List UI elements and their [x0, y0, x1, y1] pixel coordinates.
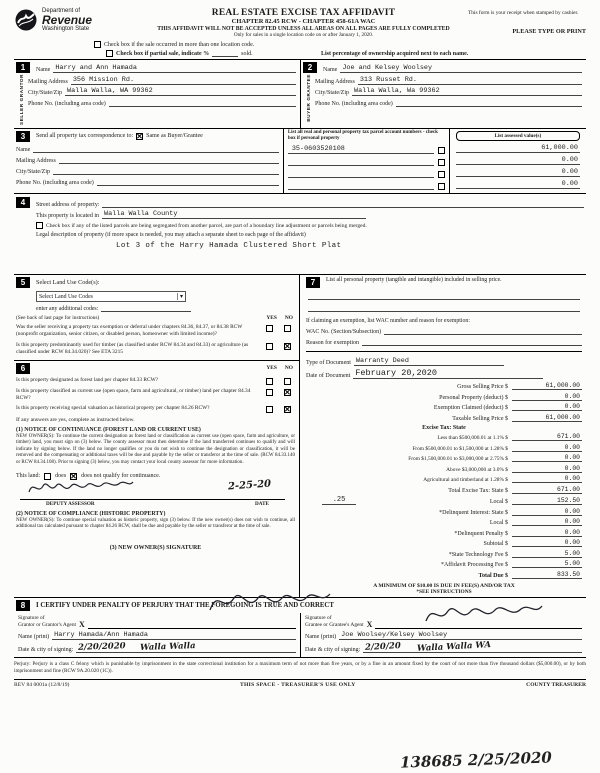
percent-field[interactable]: [212, 50, 238, 57]
notice2-title: (2) NOTICE OF COMPLIANCE (HISTORIC PROPERTY): [16, 510, 166, 517]
chevron-down-icon: ▾: [177, 293, 183, 300]
deputy-assessor-signature: [26, 476, 136, 498]
s5-q1-no-checkbox[interactable]: [284, 325, 291, 332]
yes-header: YES: [266, 315, 277, 322]
assessed-value-field[interactable]: 0.00: [456, 180, 580, 189]
treasurer-space-label: THIS SPACE - TREASURER'S USE ONLY: [239, 682, 356, 688]
tax-amount-field[interactable]: 0.00: [512, 403, 582, 411]
corr-city-field[interactable]: [53, 166, 279, 175]
tax-amount-field[interactable]: 152.50: [512, 497, 582, 505]
buyer-city-label: City/State/Zip: [315, 90, 349, 96]
same-as-buyer-checkbox[interactable]: [136, 133, 143, 140]
seller-name-field[interactable]: [53, 64, 296, 73]
agency-name: [42, 8, 92, 32]
tax-computation: Gross Selling Price $ 61,000.00 Personal Property (deduct) $ 0.00 Exemption Claimed (deduct) $ 0.00 Taxable Selling Price $ 61,000.00 Excise Tax: State Less than $500,000.01 at 1.1% $ 671.00 From $500,000.01 to $1,500,000 at 1.28% $ 0.00 From $1,500,000.01 to $3,000,000 at 2.75% $ 0.00 Above $3,000,000 at 3.0% $ 0.00 Agricultural and timberland at 1.28% $ 0.00 Total Excise Tax: State $ 671.00 .25 Local $ 152.50 *Delinquent Interest: State $ 0.00 Local $ 0.00 *Delinquent Penalty $ 0.00 Subtotal $ 0.00 *State Technology Fee $ 5.00 *Affidavit Processing Fee $ 5.00 Total Due $ 833.50: [306, 382, 582, 579]
dept-of-label: Department of: [42, 8, 81, 14]
send-correspondence-label: Send all property tax correspondence to:: [36, 133, 134, 140]
see-back-note: (See back of last page for instructions): [16, 315, 100, 322]
dor-logo-block: [14, 8, 139, 32]
section-1-number: 1: [16, 62, 30, 73]
doc-date-value: February 20,2020: [355, 368, 437, 379]
tax-amount-field[interactable]: 5.00: [512, 560, 582, 568]
legal-description-label: Legal description of property (if more space is needed, you may attach a separate sheet to each page of the affidavit): [36, 232, 306, 239]
personal-property-label: List all personal property (tangible and intangible) included in selling price.: [326, 277, 502, 284]
grantor-city-value: Walla Walla: [139, 641, 196, 653]
county-field[interactable]: [102, 210, 366, 219]
section-4-number: 4: [16, 197, 30, 208]
grantee-name-print-label: Name (print): [305, 633, 337, 640]
buyer-name-value: Joe and Kelsey Woolsey: [342, 64, 433, 72]
seller-city-field[interactable]: Walla Walla, WA 99362: [65, 87, 296, 96]
grantor-name-print-label: Name (print): [18, 633, 50, 640]
seller-city-label: City/State/Zip: [28, 90, 62, 96]
corr-mailing-label: Mailing Address: [16, 157, 56, 164]
grantee-date-city-label: Date & city of signing:: [305, 646, 361, 653]
s6-q2-text: Is this property classified as current use (open space, farm and agricultural, or timber) land per chapter 84.34 RCW?: [16, 387, 251, 401]
seller-mailing-label: Mailing Address: [28, 79, 68, 85]
assessed-value-field[interactable]: 0.00: [456, 156, 580, 165]
buyer-mailing-field[interactable]: 313 Russet Rd.: [358, 76, 582, 85]
corr-city-label: City/State/Zip: [16, 168, 50, 175]
doc-type-label: Type of Document: [306, 360, 351, 367]
assessed-value-field[interactable]: 61,000.00: [456, 144, 580, 153]
grantee-x-mark: X: [366, 619, 373, 629]
grantor-sig-label: Signature of Grantor or Grantor's Agent: [18, 615, 77, 629]
s6-q1-no-checkbox[interactable]: [284, 378, 291, 385]
tax-amount-field[interactable]: 61,000.00: [512, 382, 582, 390]
buyer-phone-field[interactable]: [396, 98, 582, 107]
tax-amount-field[interactable]: 61,000.00: [512, 414, 582, 422]
washington-state-label: Washington State: [42, 26, 90, 32]
section-3-number: 3: [16, 131, 30, 142]
land-use-select[interactable]: [36, 291, 186, 302]
sold-label: sold.: [241, 50, 253, 57]
buyer-phone-label: Phone No. (including area code): [315, 101, 393, 107]
segregated-checkbox[interactable]: [36, 222, 43, 229]
no-header: NO: [284, 365, 293, 372]
s6-q1-yes-checkbox[interactable]: [266, 378, 273, 385]
header: [14, 8, 586, 38]
deputy-assessor-signature-line[interactable]: [20, 478, 285, 500]
tax-amount-field[interactable]: 671.00: [512, 486, 582, 494]
located-in-label: This property is located in: [36, 213, 99, 220]
ownership-note: List percentage of ownership acquired next to each name.: [321, 51, 469, 57]
notice1-title: (1) NOTICE OF CONTINUANCE (FOREST LAND OR CURRENT USE): [16, 426, 201, 433]
chapter-line: CHAPTER 82.45 RCW - CHAPTER 458-61A WAC: [231, 18, 376, 25]
corr-phone-label: Phone No. (including area code): [16, 179, 94, 186]
title-block: [139, 8, 468, 38]
reason-field[interactable]: [362, 337, 582, 346]
question-row: [16, 405, 295, 413]
grantor-name-value: Harry Hamada/Ann Hamada: [54, 630, 148, 639]
parcel-row: [288, 145, 445, 154]
seller-name-label: Name: [36, 67, 51, 73]
rev-form-code: REV 84 0001a (12/8/19): [14, 682, 70, 688]
form-title: REAL ESTATE EXCISE TAX AFFIDAVIT: [211, 8, 396, 18]
receipt-note: This form is your receipt when stamped by cashier.: [468, 10, 579, 16]
s5-q2-yes-checkbox[interactable]: [266, 343, 273, 350]
grantee-sig-label: Signature of Grantee or Grantee's Agent: [305, 615, 364, 629]
grantor-signature-field[interactable]: [88, 615, 296, 629]
notice2-body: NEW OWNER(S): To continue special valuation as historic property, sign (3) below. If the new owner(s) does not wish to continue, all additional tax calculated pursuant to chapter 84.26 RCW, shall be due and payable by the seller or transferor at the time of sale.: [16, 517, 295, 530]
s6-q3-text: Is this property receiving special valuation as historical property per chapter 84.26 RCW?: [16, 404, 210, 411]
grantee-name-field[interactable]: [339, 631, 582, 640]
doc-type-value: Warranty Deed: [355, 357, 409, 366]
assessed-value-field[interactable]: 0.00: [456, 168, 580, 177]
grantee-date-city-field[interactable]: [363, 642, 582, 653]
section-8-number: 8: [16, 600, 30, 611]
assessed-values-header: List assessed value(s): [456, 131, 580, 141]
does-label: does: [55, 473, 67, 480]
personal-property-checkbox-3[interactable]: [438, 171, 445, 178]
tax-amount-field[interactable]: 0.00: [512, 518, 582, 526]
grantee-city-value: Walla Walla WA: [416, 640, 492, 654]
grantor-signing-block: [14, 613, 300, 657]
section-3: [14, 129, 586, 195]
left-column: [14, 275, 300, 597]
corr-mailing-field[interactable]: [59, 155, 279, 164]
reason-label: Reason for exemption: [306, 340, 359, 347]
grantor-date-value: 2/20/2020: [78, 641, 127, 653]
s5-q2-text: Is this property predominantly used for timber (as classified under RCW 84.34 and 84.33) or agriculture (as classified under RCW 84.34.020)? See ETA 3215: [16, 341, 249, 355]
this-land-label: This land:: [16, 473, 41, 480]
partial-sale-row: [14, 50, 586, 60]
new-owner-signature-label[interactable]: (3) NEW OWNER(S) SIGNATURE: [109, 544, 202, 551]
partial-sale-label: Check box if partial sale, indicate %: [116, 50, 210, 57]
warning-line: THIS AFFIDAVIT WILL NOT BE ACCEPTED UNLESS ALL AREAS ON ALL PAGES ARE FULLY COMPLETED: [157, 26, 450, 32]
local-rate-value[interactable]: .25: [322, 496, 356, 505]
s6-q3-no-checkbox[interactable]: [284, 406, 291, 413]
parcel-number-field[interactable]: [288, 181, 434, 190]
grantee-signature-field[interactable]: [375, 615, 582, 629]
yes-header: YES: [266, 365, 277, 372]
footer-row: [14, 679, 586, 688]
street-address-field[interactable]: [102, 199, 584, 208]
tax-amount-field[interactable]: 0.00: [512, 539, 582, 547]
tax-amount-field[interactable]: 0.00: [512, 444, 582, 452]
wac-field[interactable]: [384, 326, 582, 335]
question-row: [16, 324, 295, 338]
perjury-statement: Perjury: Perjury is a class C felony which is punishable by imprisonment in the state correctional institution for a maximum term of not more than five years, or by a fine in an amount fixed by the court of not more than five thousand dollars ($5,000.00), or by both imprisonment and fine (RCW 9A.20.020 (1C)).: [14, 660, 586, 674]
treasurer-stamp-handwriting: 138685 2/25/2020: [399, 748, 553, 772]
total-due-field[interactable]: 833.50: [512, 571, 582, 579]
deputy-date-value: 2-25-20: [227, 478, 272, 493]
buyer-grantee-side-label: BUYER GRANTEE: [305, 74, 311, 122]
question-row: [16, 388, 295, 402]
question-row: [16, 377, 295, 385]
multi-location-row: [94, 41, 586, 48]
section-5-number: 5: [16, 277, 30, 288]
parcel-row: [288, 169, 445, 178]
section-6-number: 6: [16, 363, 30, 374]
grantor-name-field[interactable]: [52, 631, 296, 640]
street-address-label: Street address of property:: [36, 202, 100, 209]
tax-amount-field[interactable]: 5.00: [512, 550, 582, 558]
parcel-number-field[interactable]: [288, 157, 434, 166]
corr-name-label: Name: [16, 146, 31, 153]
section-8: [14, 598, 586, 658]
doc-type-field[interactable]: [354, 357, 504, 366]
corr-phone-field[interactable]: [97, 177, 279, 186]
section-6: [14, 360, 299, 555]
land-use-select-value: Select Land Use Codes: [39, 293, 93, 300]
section-2-number: 2: [303, 62, 317, 73]
please-type-label: PLEASE TYPE OR PRINT: [512, 28, 586, 35]
buyer-city-field[interactable]: Walla Walla, Wa 99362: [352, 87, 582, 96]
additional-codes-field[interactable]: [101, 305, 191, 312]
tax-amount-field[interactable]: 0.00: [512, 465, 582, 473]
buyer-name-field[interactable]: [340, 64, 582, 73]
s6-q1-text: Is this property designated as forest land per chapter 84.33 RCW?: [16, 376, 159, 383]
seller-mailing-field[interactable]: 356 Mission Rd.: [71, 76, 296, 85]
s6-q3-yes-checkbox[interactable]: [266, 406, 273, 413]
only-note: Only for sales in a single location code on or after January 1, 2020.: [233, 32, 374, 38]
section-2-buyer: [300, 60, 586, 128]
doc-date-field[interactable]: [353, 368, 543, 379]
receipt-note-block: [468, 8, 586, 35]
buyer-name-label: Name: [323, 67, 338, 73]
land-use-label: Select Land Use Code(s):: [36, 279, 100, 287]
seller-phone-field[interactable]: [109, 98, 296, 107]
grantee-signing-block: [300, 613, 586, 657]
county-treasurer-label: COUNTY TREASURER: [526, 682, 586, 688]
tax-amount-field[interactable]: 671.00: [512, 433, 582, 441]
s5-q1-text: Was the seller receiving a property tax exemption or deferral under chapters 84.36, 84.37, or 84.38 RCW (nonprofit organization, senior citizen, or disabled person, homeowner with limited income)?: [16, 324, 243, 338]
buyer-mailing-label: Mailing Address: [315, 79, 355, 85]
tax-amount-field[interactable]: 0.00: [512, 475, 582, 483]
excise-tax-state-header: Excise Tax: State: [422, 424, 466, 431]
s6-q2-yes-checkbox[interactable]: [266, 389, 273, 396]
section-4: [14, 194, 586, 275]
notice1-body: NEW OWNER(S): To continue the current designation as forest land or classification as current use (open space, farm and agriculture, or timber) land, you must sign on (3) below. The county assessor must then determine if the land transferred continues to qualify and will indicate by signing below. If the land no longer qualifies or you do not wish to continue the designation or classification, it will be removed and the compensating or additional taxes will be due and payable by the seller or transferor at the time of sale. (RCW 84.33.140 or RCW 84.34.108). Prior to signing (3) below, you may contact your local county assessor for more information.: [16, 433, 295, 465]
if-yes-instruction: If any answers are yes, complete as instructed below.: [16, 416, 135, 423]
parcel-list-header: List all real and personal property tax parcel account numbers - check box if personal property: [287, 129, 438, 142]
doc-date-label: Date of Document: [306, 373, 351, 380]
tax-amount-field[interactable]: 0.00: [512, 454, 582, 462]
seller-phone-label: Phone No. (including area code): [28, 101, 106, 107]
parcel-number-field[interactable]: [288, 169, 434, 178]
parcel-row: [288, 181, 445, 190]
multi-location-label: Check box if the sale occurred in more than one location code.: [104, 41, 255, 48]
minimum-note: A MINIMUM OF $10.00 IS DUE IN FEE(S) AND/OR TAX: [373, 582, 515, 589]
same-as-buyer-label: Same as Buyer/Grantee: [146, 133, 203, 140]
section-7: [300, 275, 586, 597]
legal-description-value: Lot 3 of the Harry Hamada Clustered Short Plat: [116, 242, 342, 251]
personal-property-checkbox-4[interactable]: [438, 183, 445, 190]
multi-location-checkbox[interactable]: [94, 41, 101, 48]
section-1-seller: [14, 60, 300, 128]
section-7-number: 7: [306, 277, 320, 288]
grantor-date-city-field[interactable]: [76, 642, 296, 653]
parcel-number-field[interactable]: 35-0603520108: [288, 145, 434, 154]
seller-grantor-side-label: SELLER GRANTOR: [18, 74, 24, 125]
tax-amount-field[interactable]: 0.00: [512, 529, 582, 537]
question-row: [16, 342, 295, 356]
deputy-assessor-label: DEPUTY ASSESSOR: [46, 500, 95, 507]
certify-statement: I CERTIFY UNDER PENALTY OF PERJURY THAT THE FOREGOING IS TRUE AND CORRECT: [36, 601, 334, 609]
segregated-note: Check box if any of the listed parcels are being segregated from another parcel, are part of a boundary line adjustment or parcels being merged.: [46, 222, 367, 229]
seller-name-value: Harry and Ann Hamada: [55, 64, 137, 72]
tax-amount-field[interactable]: 0.00: [512, 508, 582, 516]
corr-name-field[interactable]: [33, 144, 279, 153]
additional-codes-label: enter any additional codes:: [36, 306, 99, 313]
exemption-note: If claiming an exemption, list WAC number and reason for exemption:: [306, 318, 470, 325]
personal-property-checkbox-2[interactable]: [438, 159, 445, 166]
does-not-label: does not qualify for continuance.: [81, 473, 161, 480]
date-label: DATE: [254, 500, 269, 507]
see-instructions-note: *SEE INSTRUCTIONS: [416, 588, 472, 595]
tax-amount-field[interactable]: 0.00: [512, 393, 582, 401]
parcel-row: [288, 157, 445, 166]
s5-q1-yes-checkbox[interactable]: [266, 325, 273, 332]
section-5: [14, 275, 299, 359]
county-value: Walla Walla County: [104, 210, 178, 219]
grantor-x-mark: X: [79, 619, 85, 629]
parties-row: [14, 60, 586, 129]
personal-property-field[interactable]: [308, 302, 580, 312]
revenue-logo-icon: [14, 8, 38, 32]
grantor-date-city-label: Date & city of signing:: [18, 646, 74, 653]
s6-q2-no-checkbox[interactable]: [284, 389, 291, 396]
personal-property-field[interactable]: [308, 290, 580, 300]
no-header: NO: [284, 315, 293, 322]
grantee-date-value: 2/20/20: [365, 641, 402, 653]
grantee-name-value: Joe Woolsey/Kelsey Woolsey: [341, 630, 448, 639]
personal-property-checkbox-1[interactable]: [438, 147, 445, 154]
revenue-label: Revenue: [42, 13, 93, 27]
wac-label: WAC No. (Section/Subsection): [306, 329, 382, 336]
partial-sale-checkbox[interactable]: [106, 50, 113, 57]
s5-q2-no-checkbox[interactable]: [284, 343, 291, 350]
